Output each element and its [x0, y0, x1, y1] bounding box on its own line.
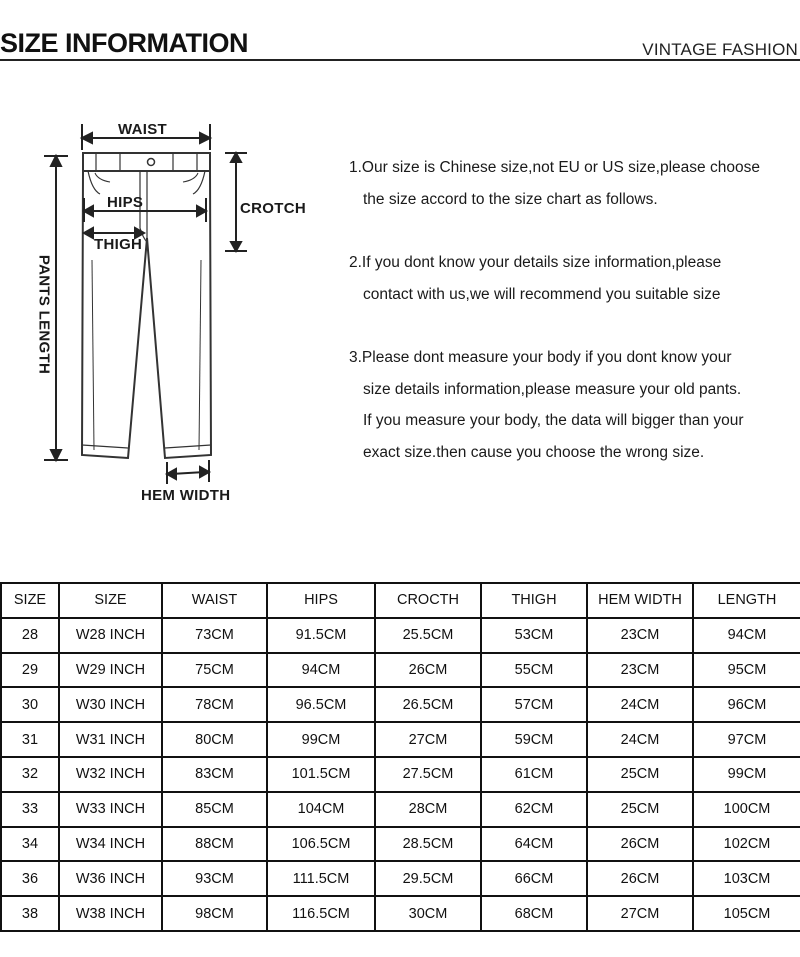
- table-cell: 80CM: [162, 722, 267, 757]
- table-cell: 38: [1, 896, 59, 931]
- note-line: 3.Please dont measure your body if you dont know your: [349, 349, 732, 366]
- table-cell: W32 INCH: [59, 757, 162, 792]
- note-line: 2.If you dont know your details size information,please: [349, 254, 722, 271]
- table-cell: 34: [1, 827, 59, 862]
- table-cell: 99CM: [267, 722, 375, 757]
- table-cell: W38 INCH: [59, 896, 162, 931]
- table-cell: 25.5CM: [375, 618, 481, 653]
- table-cell: 30CM: [375, 896, 481, 931]
- column-header: CROCTH: [375, 583, 481, 618]
- note-line: If you measure your body, the data will bigger than your: [363, 412, 744, 429]
- table-cell: 33: [1, 792, 59, 827]
- column-header: SIZE: [59, 583, 162, 618]
- table-cell: W33 INCH: [59, 792, 162, 827]
- table-cell: 73CM: [162, 618, 267, 653]
- table-cell: 29.5CM: [375, 861, 481, 896]
- table-cell: 98CM: [162, 896, 267, 931]
- hips-label: HIPS: [107, 194, 144, 211]
- note-item: [349, 342, 799, 468]
- table-cell: 85CM: [162, 792, 267, 827]
- table-cell: 25CM: [587, 792, 693, 827]
- table-cell: 29: [1, 653, 59, 688]
- table-cell: 111.5CM: [267, 861, 375, 896]
- table-cell: W34 INCH: [59, 827, 162, 862]
- page-title: SIZE INFORMATION: [0, 28, 248, 58]
- table-cell: 91.5CM: [267, 618, 375, 653]
- pants-length-label: PANTS LENGTH: [35, 254, 53, 375]
- table-cell: 94CM: [693, 618, 800, 653]
- table-cell: 64CM: [481, 827, 587, 862]
- note-line: contact with us,we will recommend you suitable size: [363, 285, 721, 303]
- table-cell: 66CM: [481, 861, 587, 896]
- waist-label: WAIST: [118, 121, 167, 138]
- table-cell: W29 INCH: [59, 653, 162, 688]
- table-cell: 26.5CM: [375, 687, 481, 722]
- brand-subtitle: VINTAGE FASHION: [642, 40, 798, 59]
- column-header: SIZE: [1, 583, 59, 618]
- table-cell: 27CM: [587, 896, 693, 931]
- table-cell: 26CM: [375, 653, 481, 688]
- table-cell: 24CM: [587, 722, 693, 757]
- table-cell: 25CM: [587, 757, 693, 792]
- table-row: [1, 722, 800, 757]
- table-cell: 28.5CM: [375, 827, 481, 862]
- table-cell: 23CM: [587, 618, 693, 653]
- table-cell: 55CM: [481, 653, 587, 688]
- note-item: [349, 247, 799, 310]
- table-cell: 59CM: [481, 722, 587, 757]
- table-cell: 102CM: [693, 827, 800, 862]
- table-row: [1, 687, 800, 722]
- note-item: [349, 152, 799, 215]
- table-cell: 23CM: [587, 653, 693, 688]
- table-cell: 27CM: [375, 722, 481, 757]
- table-cell: 24CM: [587, 687, 693, 722]
- size-notes: [349, 152, 799, 500]
- table-cell: 26CM: [587, 861, 693, 896]
- table-cell: 101.5CM: [267, 757, 375, 792]
- table-cell: 31: [1, 722, 59, 757]
- table-cell: 30: [1, 687, 59, 722]
- column-header: HEM WIDTH: [587, 583, 693, 618]
- table-cell: 68CM: [481, 896, 587, 931]
- note-line: 1.Our size is Chinese size,not EU or US size,please choose: [349, 159, 760, 176]
- table-cell: 93CM: [162, 861, 267, 896]
- table-cell: 28CM: [375, 792, 481, 827]
- note-line: exact size.then cause you choose the wrong size.: [363, 443, 705, 461]
- table-header-row: [1, 583, 800, 618]
- thigh-label: THIGH: [94, 236, 143, 253]
- table-cell: 61CM: [481, 757, 587, 792]
- note-line: the size accord to the size chart as follows.: [363, 190, 658, 208]
- table-row: [1, 827, 800, 862]
- table-cell: 28: [1, 618, 59, 653]
- hem-width-label: HEM WIDTH: [141, 487, 231, 504]
- table-cell: W36 INCH: [59, 861, 162, 896]
- table-cell: 105CM: [693, 896, 800, 931]
- table-cell: W28 INCH: [59, 618, 162, 653]
- table-cell: 95CM: [693, 653, 800, 688]
- column-header: HIPS: [267, 583, 375, 618]
- size-chart-table: [0, 582, 800, 932]
- table-cell: 97CM: [693, 722, 800, 757]
- table-cell: 88CM: [162, 827, 267, 862]
- table-cell: 83CM: [162, 757, 267, 792]
- column-header: WAIST: [162, 583, 267, 618]
- table-cell: 26CM: [587, 827, 693, 862]
- table-cell: 96CM: [693, 687, 800, 722]
- table-cell: 116.5CM: [267, 896, 375, 931]
- header-divider: [0, 59, 800, 61]
- table-cell: 94CM: [267, 653, 375, 688]
- table-cell: 53CM: [481, 618, 587, 653]
- table-cell: 75CM: [162, 653, 267, 688]
- table-row: [1, 618, 800, 653]
- table-cell: 62CM: [481, 792, 587, 827]
- table-cell: 27.5CM: [375, 757, 481, 792]
- table-cell: 57CM: [481, 687, 587, 722]
- table-row: [1, 861, 800, 896]
- table-cell: 100CM: [693, 792, 800, 827]
- table-cell: 36: [1, 861, 59, 896]
- table-cell: 103CM: [693, 861, 800, 896]
- table-cell: W30 INCH: [59, 687, 162, 722]
- table-cell: W31 INCH: [59, 722, 162, 757]
- table-row: [1, 896, 800, 931]
- column-header: THIGH: [481, 583, 587, 618]
- table-cell: 96.5CM: [267, 687, 375, 722]
- table-row: [1, 757, 800, 792]
- table-cell: 78CM: [162, 687, 267, 722]
- table-cell: 106.5CM: [267, 827, 375, 862]
- table-row: [1, 653, 800, 688]
- waistband-shape: [83, 153, 210, 171]
- table-cell: 104CM: [267, 792, 375, 827]
- column-header: LENGTH: [693, 583, 800, 618]
- pants-measurement-diagram: [0, 110, 330, 510]
- table-cell: 32: [1, 757, 59, 792]
- table-cell: 99CM: [693, 757, 800, 792]
- crotch-label: CROTCH: [240, 200, 306, 217]
- note-line: size details information,please measure your old pants.: [363, 380, 742, 398]
- table-row: [1, 792, 800, 827]
